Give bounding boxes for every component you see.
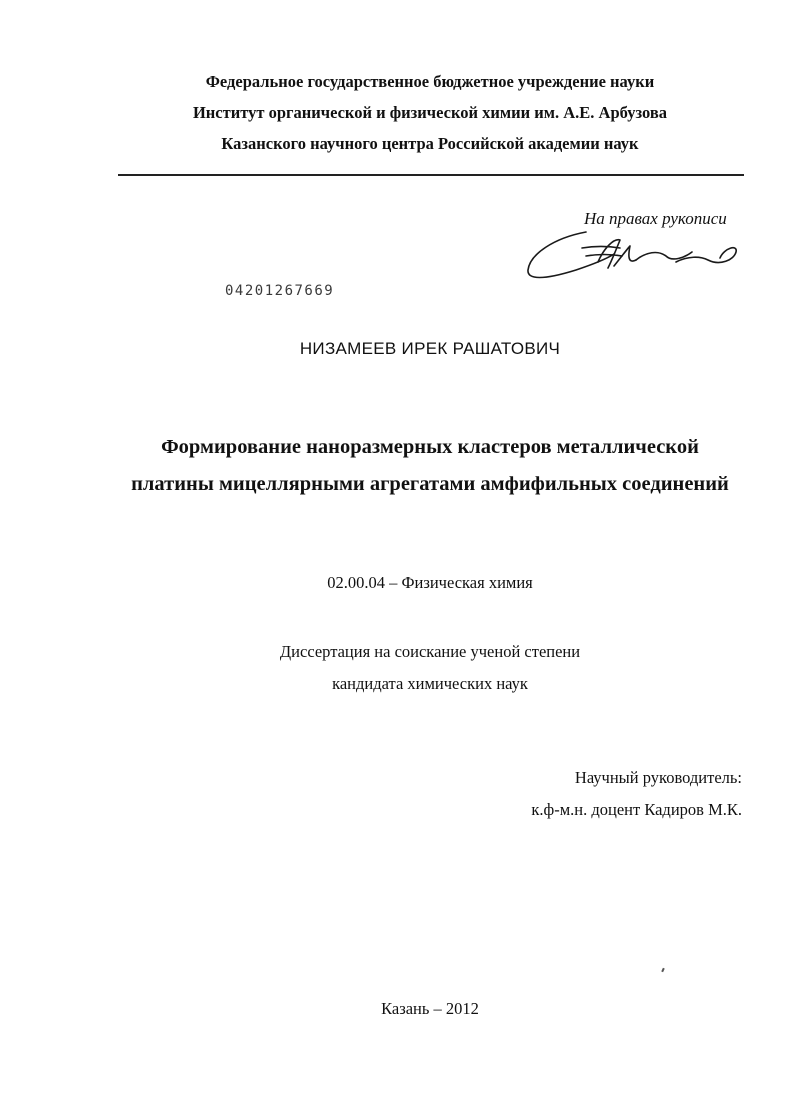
header-divider [118, 174, 744, 176]
supervisor-block [531, 762, 742, 826]
scan-speck [661, 968, 665, 972]
institution-line-1: Федеральное государственное бюджетное учреждение науки [205, 72, 655, 91]
degree-line-1: Диссертация на соискание ученой степени [279, 642, 581, 661]
degree-statement [0, 636, 800, 700]
specialty-code: 02.00.04 – Физическая химия [327, 573, 533, 592]
archive-number: 04201267669 [225, 283, 335, 299]
dissertation-title [0, 429, 800, 503]
supervisor-label: Научный руководитель: [574, 768, 742, 787]
manuscript-rights-note: На правах рукописи [584, 209, 727, 228]
supervisor-name: к.ф-м.н. доцент Кадиров М.К. [531, 800, 742, 819]
institution-line-2: Институт органической и физической химии им. А.Е. Арбузова [192, 103, 668, 122]
handwritten-signature [524, 226, 740, 284]
institution-header [0, 66, 800, 159]
degree-line-2: кандидата химических наук [332, 674, 528, 693]
title-line-2: платины мицеллярными агрегатами амфифильных соединений [131, 473, 729, 495]
author-name: НИЗАМЕЕВ ИРЕК РАШАТОВИЧ [299, 339, 561, 358]
city-year: Казань – 2012 [381, 999, 479, 1018]
title-line-1: Формирование наноразмерных кластеров металлической [161, 436, 699, 458]
institution-line-3: Казанского научного центра Российской академии наук [221, 134, 639, 153]
